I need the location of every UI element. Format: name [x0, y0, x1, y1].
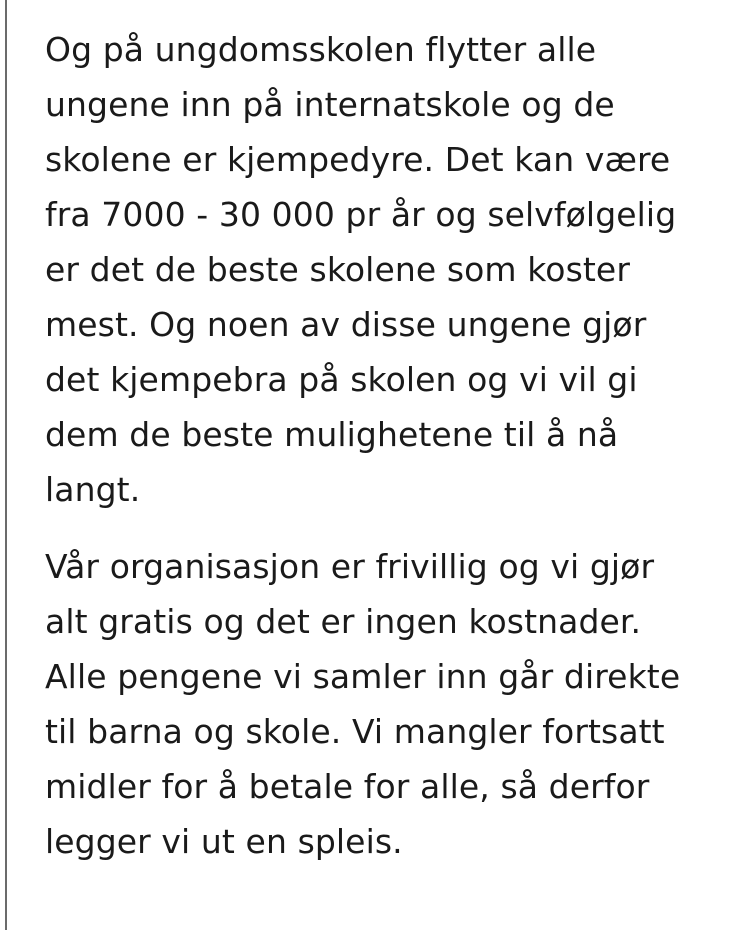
left-border-divider	[5, 0, 7, 930]
article-body	[45, 22, 735, 869]
paragraph-2: Vår organisasjon er frivillig og vi gjør alt gratis og det er ingen kostnader. Alle pengene vi samler inn går direkte til barna og skole. Vi mangler fortsatt midler for å betale for alle, så derfor legger vi ut en spleis.	[45, 547, 681, 861]
paragraph-1: Og på ungdomsskolen flytter alle ungene inn på internatskole og de skolene er kjempedyre. Det kan være fra 7000 - 30 000 pr år og selvfølgelig er det de beste skolene som koster mest. Og noen av disse ungene gjør det kjempebra på skolen og vi vil gi dem de beste mulighetene til å nå langt.	[45, 30, 677, 509]
